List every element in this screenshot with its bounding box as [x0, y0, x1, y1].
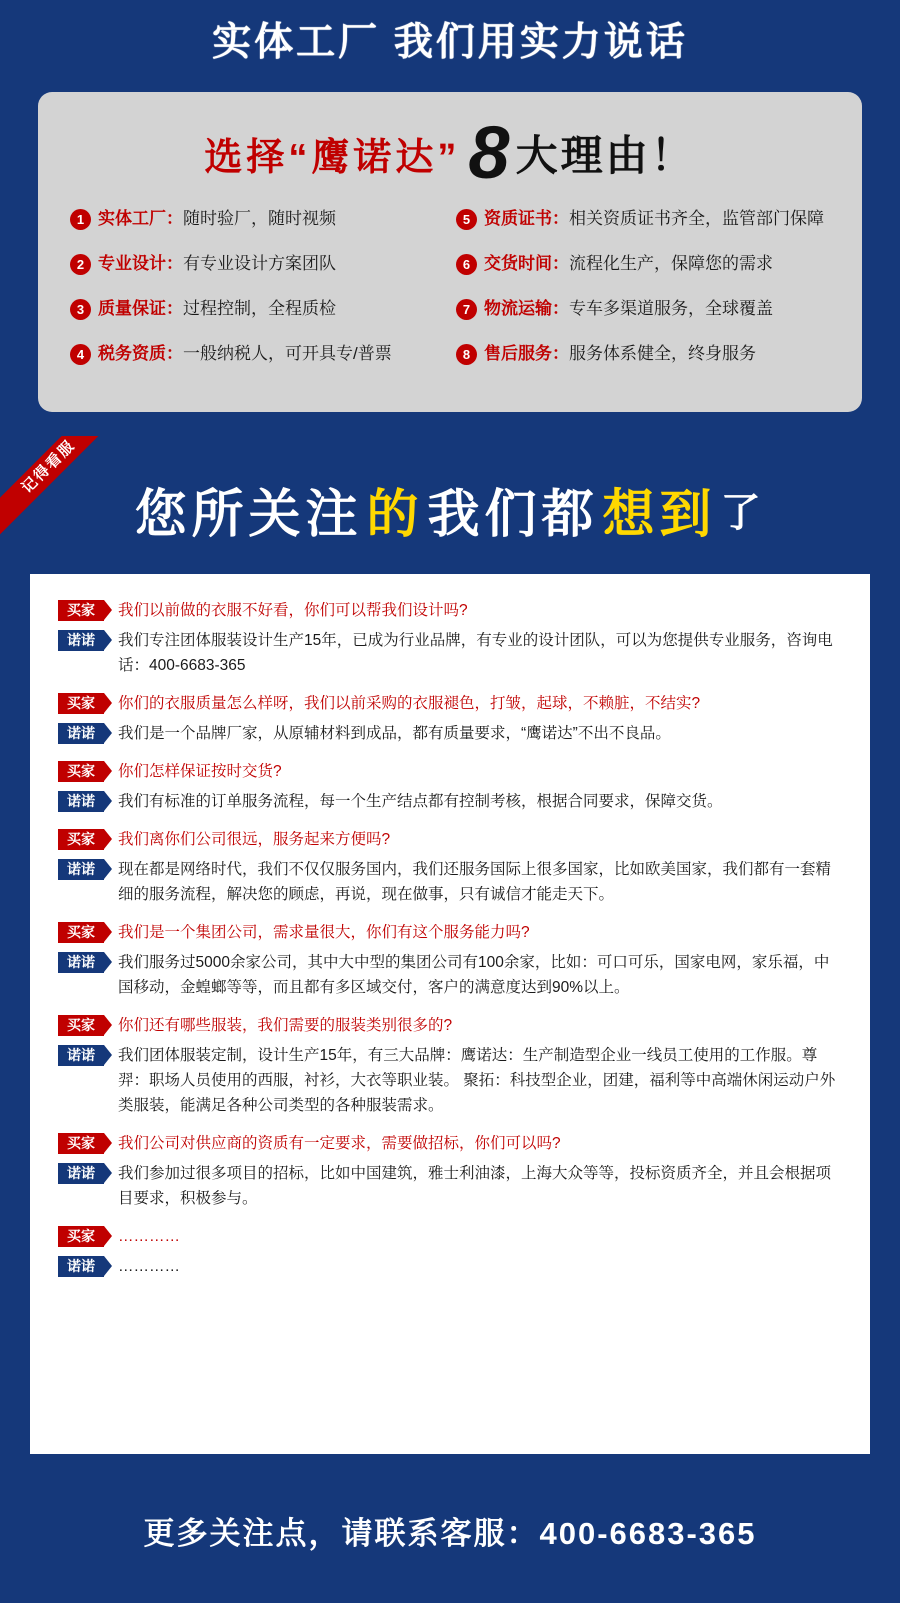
reason-text — [484, 296, 773, 322]
answer-text: 现在都是网络时代，我们不仅仅服务国内，我们还服务国际上很多国家，比如欧美国家，我们都有一套精细的服务流程，解决您的顾虑，再说，现在做事，只有诚信才能走天下。 — [118, 861, 832, 903]
question-text: 你们的衣服质量怎么样呀，我们以前采购的衣服褪色，打皱，起球，不赖脏，不结实? — [118, 695, 701, 712]
buyer-tag: 买家 — [58, 693, 104, 714]
question-line — [58, 1131, 842, 1156]
qa-block — [58, 691, 842, 746]
eight-reasons-card — [38, 92, 862, 412]
card-title-prefix: 选择“鹰诺达” — [204, 136, 461, 179]
reason-detail: 随时验厂，随时视频 — [183, 209, 336, 228]
reasons-grid — [64, 206, 836, 386]
card-title-number: 8 — [468, 111, 510, 194]
answer-text: 我们专注团体服装设计生产15年，已成为行业品牌，有专业的设计团队，可以为您提供专业服务，咨询电话：400-6683-365 — [118, 632, 833, 674]
question-text: 我们是一个集团公司，需求量很大，你们有这个服务能力吗? — [118, 924, 530, 941]
reason-text — [484, 251, 773, 277]
headline-part-2: 的 — [366, 485, 424, 544]
factory-strength-section — [0, 0, 900, 436]
question-line — [58, 920, 842, 945]
qa-block — [58, 920, 842, 1000]
reason-item — [450, 206, 836, 251]
reason-title: 实体工厂： — [98, 209, 183, 228]
question-text: 你们怎样保证按时交货? — [118, 763, 282, 780]
question-line — [58, 598, 842, 623]
qa-block — [58, 598, 842, 678]
answer-line — [58, 789, 842, 814]
footer-contact-text: 更多关注点，请联系客服：400-6683-365 — [143, 1516, 757, 1551]
question-line — [58, 691, 842, 716]
headline-part-1: 您所关注 — [134, 485, 363, 544]
reason-item — [64, 296, 450, 341]
qa-block — [58, 1013, 842, 1118]
reason-number-badge: 6 — [456, 254, 477, 275]
reason-title: 质量保证： — [98, 299, 183, 318]
footer-bar — [0, 1458, 900, 1603]
seller-tag: 诺诺 — [58, 859, 104, 880]
question-text: 我们公司对供应商的资质有一定要求，需要做招标，你们可以吗? — [118, 1135, 561, 1152]
reason-text — [98, 296, 336, 322]
buyer-tag: 买家 — [58, 1015, 104, 1036]
reason-item — [64, 251, 450, 296]
reason-text — [98, 206, 336, 232]
answer-text: 我们是一个品牌厂家，从原辅材料到成品，都有质量要求，“鹰诺达”不出不良品。 — [118, 725, 671, 742]
reason-title: 资质证书： — [484, 209, 569, 228]
reason-detail: 服务体系健全，终身服务 — [569, 344, 756, 363]
reason-title: 售后服务： — [484, 344, 569, 363]
question-line — [58, 1224, 842, 1249]
qa-block — [58, 1224, 842, 1279]
reason-text — [484, 341, 756, 367]
buyer-tag: 买家 — [58, 1226, 104, 1247]
reason-number-badge: 7 — [456, 299, 477, 320]
seller-tag: 诺诺 — [58, 791, 104, 812]
reason-text — [484, 206, 824, 232]
headline-part-5: 了 — [720, 490, 766, 535]
reason-title: 物流运输： — [484, 299, 569, 318]
seller-tag: 诺诺 — [58, 1045, 104, 1066]
answer-text: 我们团体服装定制，设计生产15年，有三大品牌：鹰诺达：生产制造型企业一线员工使用的工作服。尊羿：职场人员使用的西服，衬衫，大衣等职业装。 聚拓：科技型企业，团建，福利等中高端休闲运动户外类服装，能满足各种公司类型的各种服装需求。 — [118, 1047, 836, 1114]
buyer-tag: 买家 — [58, 829, 104, 850]
faq-section — [0, 436, 900, 1603]
seller-tag: 诺诺 — [58, 1256, 104, 1277]
reason-number-badge: 2 — [70, 254, 91, 275]
reason-title: 交货时间： — [484, 254, 569, 273]
seller-tag: 诺诺 — [58, 630, 104, 651]
reason-text — [98, 341, 392, 367]
question-text: 你们还有哪些服装，我们需要的服装类别很多的? — [118, 1017, 453, 1034]
reason-number-badge: 5 — [456, 209, 477, 230]
answer-text: ………… — [118, 1258, 180, 1275]
answer-line — [58, 628, 842, 678]
card-title-suffix: 大理由！ — [515, 132, 696, 179]
question-line — [58, 827, 842, 852]
answer-line — [58, 721, 842, 746]
answer-line — [58, 1254, 842, 1279]
qa-block — [58, 1131, 842, 1211]
reason-item — [450, 296, 836, 341]
answer-line — [58, 1043, 842, 1118]
reason-title: 专业设计： — [98, 254, 183, 273]
reason-detail: 流程化生产，保障您的需求 — [569, 254, 773, 273]
reason-number-badge: 3 — [70, 299, 91, 320]
answer-text: 我们参加过很多项目的招标，比如中国建筑，雅士利油漆，上海大众等等，投标资质齐全，并且会根据项目要求，积极参与。 — [118, 1165, 832, 1207]
reason-item — [64, 341, 450, 386]
reason-title: 税务资质： — [98, 344, 183, 363]
qa-block — [58, 827, 842, 907]
buyer-tag: 买家 — [58, 922, 104, 943]
reason-detail: 有专业设计方案团队 — [183, 254, 336, 273]
answer-text: 我们有标准的订单服务流程，每一个生产结点都有控制考核，根据合同要求，保障交货。 — [118, 793, 723, 810]
faq-headline — [0, 436, 900, 564]
reason-detail: 过程控制，全程质检 — [183, 299, 336, 318]
reason-number-badge: 8 — [456, 344, 477, 365]
section1-headline: 实体工厂 我们用实力说话 — [212, 21, 688, 64]
reason-detail: 一般纳税人，可开具专/普票 — [183, 344, 392, 363]
reason-detail: 相关资质证书齐全，监管部门保障 — [569, 209, 824, 228]
question-line — [58, 1013, 842, 1038]
reason-number-badge: 1 — [70, 209, 91, 230]
card-title — [64, 110, 836, 196]
buyer-tag: 买家 — [58, 761, 104, 782]
buyer-tag: 买家 — [58, 1133, 104, 1154]
question-line — [58, 759, 842, 784]
reason-item — [64, 206, 450, 251]
buyer-tag: 买家 — [58, 600, 104, 621]
qa-card — [30, 574, 870, 1454]
headline-part-3: 我们都 — [427, 485, 599, 544]
answer-line — [58, 857, 842, 907]
answer-text: 我们服务过5000余家公司，其中大中型的集团公司有100余家，比如：可口可乐，国家电网，家乐福，中国移动，金蝗螂等等，而且都有多区域交付，客户的满意度达到90%以上。 — [118, 954, 830, 996]
reason-text — [98, 251, 336, 277]
headline-part-4: 想到 — [602, 485, 717, 544]
reason-item — [450, 251, 836, 296]
answer-line — [58, 950, 842, 1000]
reason-item — [450, 341, 836, 386]
question-text: 我们以前做的衣服不好看，你们可以帮我们设计吗? — [118, 602, 468, 619]
seller-tag: 诺诺 — [58, 952, 104, 973]
seller-tag: 诺诺 — [58, 1163, 104, 1184]
reason-detail: 专车多渠道服务，全球覆盖 — [569, 299, 773, 318]
seller-tag: 诺诺 — [58, 723, 104, 744]
reason-number-badge: 4 — [70, 344, 91, 365]
question-text: 我们离你们公司很远，服务起来方便吗? — [118, 831, 391, 848]
answer-line — [58, 1161, 842, 1211]
qa-block — [58, 759, 842, 814]
question-text: ………… — [118, 1228, 180, 1245]
corner-ribbon: 记得看服 — [0, 436, 118, 536]
